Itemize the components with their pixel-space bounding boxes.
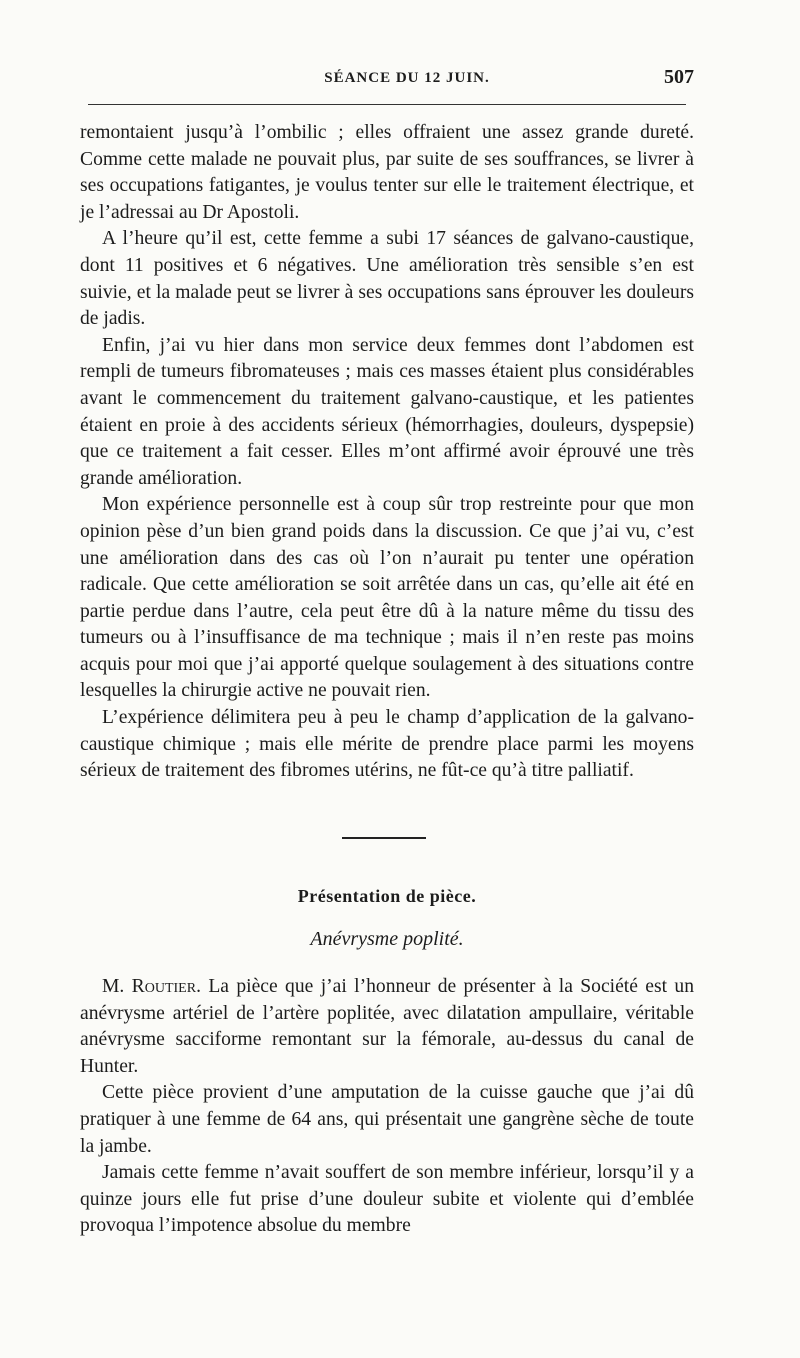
page-number: 507 — [664, 66, 694, 88]
paragraph: A l’heure qu’il est, cette femme a subi 17 séances de galvano-caustique, dont 11 positives et 6 négatives. Une amélioration très sensible s’en est suivie, et la malade peut se livrer à ses occupations sans éprouver les douleurs de jadis. — [80, 228, 694, 330]
header-rule — [88, 104, 686, 105]
paragraph: Jamais cette femme n’avait souffert de son membre inférieur, lorsqu’il y a quinze jours elle fut prise d’une douleur subite et violente qui d’emblée provoqua l’impotence absolue du membre — [80, 1162, 694, 1237]
body-text-top — [80, 120, 694, 785]
section-subheading: Anévrysme poplité. — [310, 928, 464, 950]
paragraph: L’expérience délimitera peu à peu le champ d’application de la galvano-caustique chimique ; mais elle mérite de prendre place parmi les moyens sérieux de traitement des fibromes utérins, ne fût-ce qu’à titre palliatif. — [80, 707, 694, 782]
paragraph: Enfin, j’ai vu hier dans mon service deux femmes dont l’abdomen est rempli de tumeurs fibromateuses ; mais ces masses étaient plus considérables avant le commencement du traitement galvano-caustique, et les patientes étaient en proie à des accidents sérieux (hémorrhagies, douleurs, dyspepsie) que ce traitement a fait cesser. Elles m’ont affirmé avoir éprouvé une très grande amélioration. — [80, 334, 694, 489]
paragraph: Cette pièce provient d’une amputation de la cuisse gauche que j’ai dû pratiquer à une femme de 64 ans, qui présentait une gangrène sèche de toute la jambe. — [80, 1082, 694, 1157]
section-separator — [342, 837, 426, 839]
page-header — [80, 66, 694, 100]
paragraph-text: La pièce que j’ai l’honneur de présenter à la Société est un anévrysme artériel de l’artère poplitée, avec dilatation ampullaire, véritable anévrysme sacciforme remontant sur la fémorale, au-dessus du canal de Hunter. — [80, 976, 695, 1077]
speaker-name: M. Routier. — [102, 976, 201, 997]
section-heading: Présentation de pièce. — [297, 886, 477, 906]
paragraph: remontaient jusqu’à l’ombilic ; elles offraient une assez grande dureté. Comme cette malade ne pouvait plus, par suite de ses souffrances, se livrer à ses occupations fatigantes, je voulus tenter sur elle le traitement électrique, et je l’adressai au Dr Apostoli. — [80, 122, 694, 223]
paragraph: Mon expérience personnelle est à coup sûr trop restreinte pour que mon opinion pèse d’un bien grand poids dans la discussion. Ce que j’ai vu, c’est une amélioration dans des cas où l’on n’aurait pu tenter une opération radicale. Que cette amélioration se soit arrêtée dans un cas, qu’elle ait été en partie perdue dans l’autre, cela peut être dû à la nature même du tissu des tumeurs ou à l’insuffisance de ma technique ; mais il n’en reste pas moins acquis pour moi que j’ai apporté quelque soulagement à des situations contre lesquelles la chirurgie active ne pouvait rien. — [80, 494, 694, 702]
paragraph — [80, 974, 694, 1080]
running-title: SÉANCE DU 12 JUIN. — [324, 70, 490, 86]
body-text-bottom — [80, 974, 694, 1240]
